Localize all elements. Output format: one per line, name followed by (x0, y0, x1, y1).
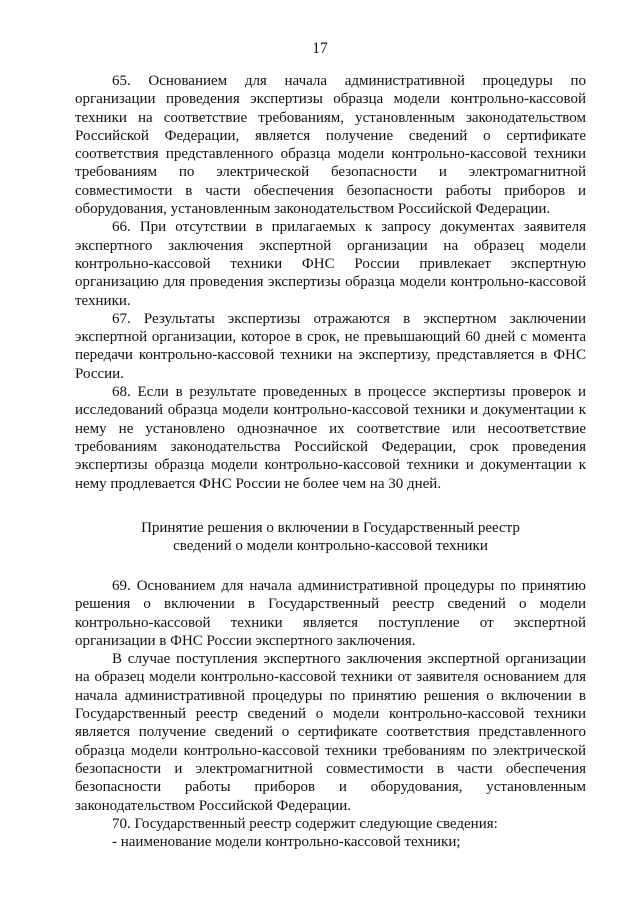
paragraph-69: 69. Основанием для начала административной процедуры по принятию решения о включении в Государственный реестр сведений о модели контрольно-кассовой техники является поступление от экспертной организации в ФНС России экспертного заключения. (75, 578, 586, 649)
section-registry-decision (75, 577, 586, 851)
list-item-model-name: - наименование модели контрольно-кассовой техники; (112, 834, 461, 851)
section-heading-line-1: Принятие решения о включении в Государственный реестр (141, 520, 520, 536)
paragraph-69-continuation: В случае поступления экспертного заключения экспертной организации на образец модели контрольно-кассовой техники от заявителя основанием для начала административной процедуры по принятию решения о включении в Государственный реестр сведений о модели контрольно-кассовой техники является получение сведений о сертификате соответствия представленного образца модели контрольно-кассовой техники требованиям по электрической безопасности и электромагнитной совместимости в части обеспечения безопасности работы приборов и оборудования, установленным законодательством Российской Федерации. (75, 651, 586, 814)
paragraph-66: 66. При отсутствии в прилагаемых к запросу документах заявителя экспертного заключения экспертной организации на образец модели контрольно-кассовой техники ФНС России привлекает экспертную организацию для проведения экспертизы образца модели контрольно-кассовой техники. (75, 219, 586, 309)
page-number: 17 (312, 40, 328, 57)
paragraph-65: 65. Основанием для начала административной процедуры по организации проведения экспертизы образца модели контрольно-кассовой техники на соответствие требованиям, установленным законодательством Российской Федерации, является получение сведений о сертификате соответствия представленного образца модели контрольно-кассовой техники требованиям по электрической безопасности и электромагнитной совместимости в части обеспечения безопасности работы приборов и оборудования, установленным законодательством Российской Федерации. (75, 73, 586, 218)
paragraph-70: 70. Государственный реестр содержит следующие сведения: (112, 815, 498, 832)
section-heading-line-2: сведений о модели контрольно-кассовой техники (173, 538, 488, 555)
section-expertise (75, 72, 586, 493)
paragraph-67: 67. Результаты экспертизы отражаются в экспертном заключении экспертной организации, которое в срок, не превышающий 60 дней с момента передачи контрольно-кассовой техники на экспертизу, представляется в ФНС России. (75, 310, 586, 382)
paragraph-68: 68. Если в результате проведенных в процессе экспертизы проверок и исследований образца модели контрольно-кассовой техники и документации к нему не установлено однозначное их соответствие или несоответствие требованиям законодательства Российской Федерации, срок проведения экспертизы образца модели контрольно-кассовой техники и документации к нему продлевается ФНС России не более чем на 30 дней. (75, 384, 586, 492)
section-heading (75, 519, 586, 556)
